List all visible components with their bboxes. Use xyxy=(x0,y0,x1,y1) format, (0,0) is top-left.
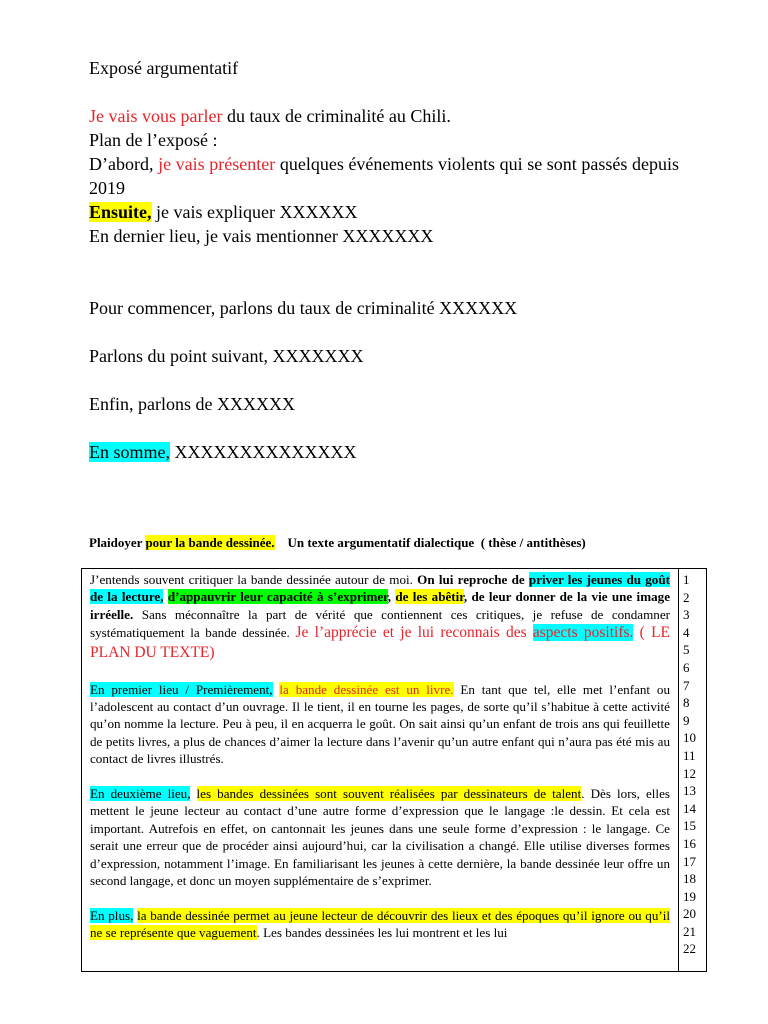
line-numbers xyxy=(678,568,707,972)
body-line-2: Parlons du point suivant, XXXXXXX xyxy=(89,346,364,366)
paragraph-2: En premier lieu / Premièrement, la bande dessinée est un livre. En tant que tel, elle met l’enfant ou l’adolescent au contact d’un ouvrage. Il le tient, il en tourne les pages, de sorte qu’il s’habitue à cette activité qu’on nomme la lecture. Peu à peu, il en acquerra le goût. On sait ainsi qu’un enfant de trois ans qui feuillette de petits livres, a plus de chances d’aimer la lecture dans l’avenir qu’un autre enfant qui n’aura pas été mis au contact de livres illustrés. xyxy=(90,681,670,767)
red-phrase: Je l’apprécie et je lui reconnais des xyxy=(295,624,533,642)
intro-line-2: Plan de l’exposé : xyxy=(89,130,218,150)
line-number: 19 xyxy=(683,888,696,904)
expose-title: Exposé argumentatif xyxy=(89,58,239,78)
highlight-cyan: aspects positifs. xyxy=(532,624,634,642)
line-number: 8 xyxy=(683,695,690,711)
red-phrase: Je vais vous parler xyxy=(89,106,223,126)
line-number: 21 xyxy=(683,923,696,939)
line-number: 15 xyxy=(683,818,696,834)
highlight-yellow: les bandes dessinées sont souvent réalisées par dessinateurs de talent xyxy=(196,786,582,802)
line-number: 4 xyxy=(683,624,690,640)
line-number: 12 xyxy=(683,765,696,781)
line-number: 17 xyxy=(683,853,696,869)
highlight-yellow: la bande dessinée permet au jeune lecteur de découvrir des lieux et des époques qu’il ignore ou qu’il ne se représente que vaguement xyxy=(90,907,670,941)
paragraph-4: En plus, la bande dessinée permet au jeune lecteur de découvrir des lieux et des époques qu’il ignore ou qu’il ne se représente que vaguement. Les bandes dessinées les lui montrent et les lui xyxy=(90,907,670,941)
highlight-green: d’appauvrir leur capacité à s’exprimer xyxy=(167,589,388,605)
line-number: 7 xyxy=(683,677,690,693)
line-number: 22 xyxy=(683,941,696,957)
line-number: 10 xyxy=(683,730,696,746)
intro-line-5: En dernier lieu, je vais mentionner XXXXXXX xyxy=(89,226,434,246)
body-line-1: Pour commencer, parlons du taux de criminalité XXXXXX xyxy=(89,298,518,318)
highlight-ensuite: Ensuite, xyxy=(89,202,152,222)
highlight-cyan: En plus, xyxy=(90,907,134,923)
line-number: 11 xyxy=(683,747,696,763)
highlight-title: pour la bande dessinée. xyxy=(145,535,275,550)
plaidoyer-title: Plaidoyer pour la bande dessinée. Un texte argumentatif dialectique ( thèse / antithèses) xyxy=(89,535,586,550)
red-phrase: ( LE PLAN DU TEXTE) xyxy=(90,624,670,662)
highlight-cyan: priver les jeunes du goût de la lecture, xyxy=(90,572,670,605)
intro-line-1: Je vais vous parler du taux de criminalité au Chili. xyxy=(89,106,451,126)
highlight-cyan: En deuxième lieu, xyxy=(90,786,191,802)
line-number: 9 xyxy=(683,712,690,728)
line-number: 2 xyxy=(683,589,690,605)
highlight-en-somme: En somme, xyxy=(89,442,170,462)
line-number: 16 xyxy=(683,835,696,851)
expose-section xyxy=(89,56,679,464)
paragraph-3: En deuxième lieu, les bandes dessinées sont souvent réalisées par dessinateurs de talent. Dès lors, elles mettent le jeune lecteur au contact d’une autre forme d’expression que le langage :le dessin. Et cela est important. Autrefois en effet, on cantonnait les jeunes dans une seule forme d’expression : le langage. Ce serait une erreur que de procéder ainsi aujourd’hui, car la civilisation a changé. Elle utilise diverses formes d’expression, notamment l’image. En familiarisant les jeunes à cette dernière, la bande dessinée leur offre un second langage, et donc un moyen supplémentaire de s’exprimer. xyxy=(90,786,670,889)
line-number: 5 xyxy=(683,642,690,658)
highlight-yellow: de les abêtir xyxy=(395,589,464,605)
intro-line-4: Ensuite, je vais expliquer XXXXXX xyxy=(89,202,358,222)
text-box xyxy=(81,568,678,972)
paragraph-1: J’entends souvent critiquer la bande dessinée autour de moi. On lui reproche de priver les jeunes du goût de la lecture, d’appauvrir leur capacité à s’exprimer, de les abêtir, de leur donner de la vie une image irréelle. Sans méconnaître la part de vérité que contiennent ces critiques, je refuse de condamner systématiquement la bande dessinée. Je l’apprécie et je lui reconnais des aspects positifs. ( LE PLAN DU TEXTE) xyxy=(90,572,671,662)
line-number: 1 xyxy=(683,572,690,587)
line-number: 3 xyxy=(683,607,690,623)
line-number: 13 xyxy=(683,783,696,799)
body-line-3: Enfin, parlons de XXXXXX xyxy=(89,394,295,414)
line-number: 20 xyxy=(683,906,696,922)
body-line-4: En somme, XXXXXXXXXXXXXX xyxy=(89,442,357,462)
highlight-yellow: la bande dessinée est un livre. xyxy=(279,681,454,697)
intro-line-3: D’abord, je vais présenter quelques événements violents qui se sont passés depuis 2019 xyxy=(89,154,680,198)
line-number: 6 xyxy=(683,659,690,675)
line-number: 14 xyxy=(683,800,696,816)
red-phrase: je vais présenter xyxy=(158,154,276,174)
highlight-cyan: En premier lieu / Premièrement, xyxy=(90,681,273,697)
line-number: 18 xyxy=(683,871,696,887)
